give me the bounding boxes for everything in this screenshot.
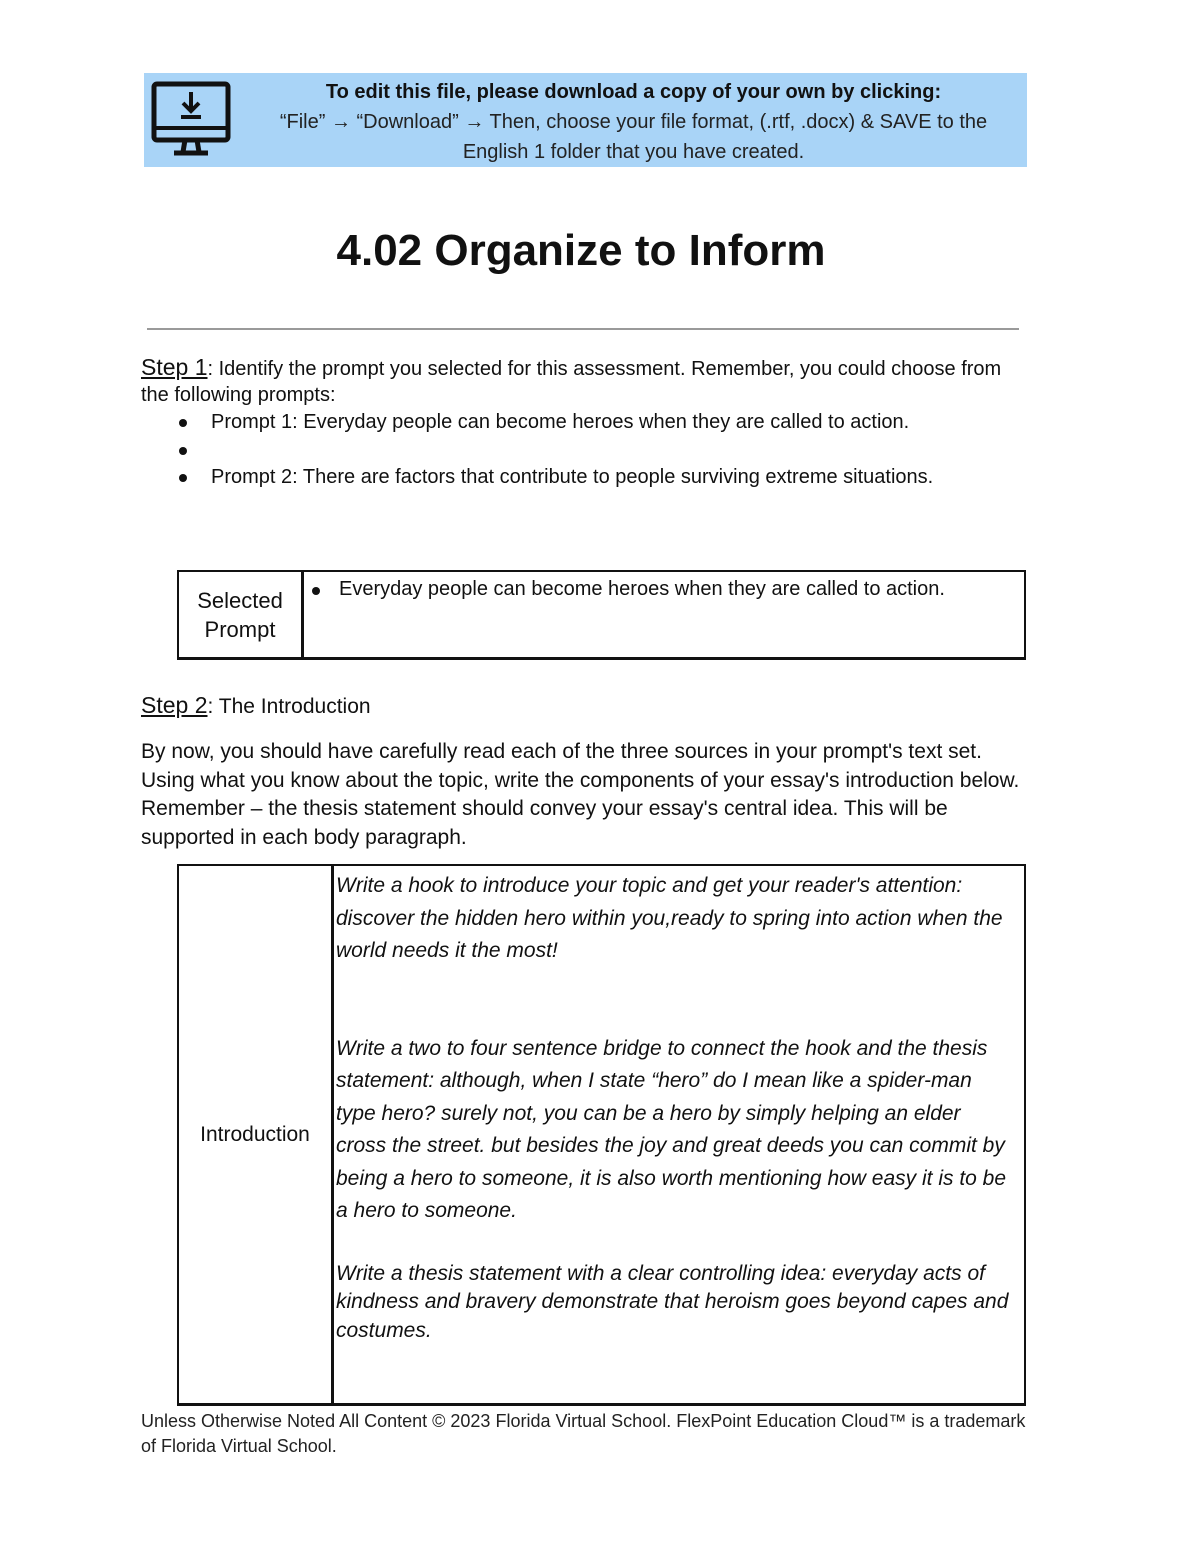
introduction-content[interactable] bbox=[336, 870, 1016, 1345]
thesis-response[interactable]: Write a thesis statement with a clear controlling idea: everyday acts of kindness and bravery demonstrate that heroism goes beyond capes and costumes. bbox=[336, 1261, 1009, 1342]
step-2-heading bbox=[141, 692, 371, 719]
copyright-footer: Unless Otherwise Noted All Content © 2023 Florida Virtual School. FlexPoint Education Cloud™ is a trademark of Florida Virtual School. bbox=[141, 1411, 1026, 1456]
title-divider bbox=[147, 328, 1019, 330]
list-item bbox=[176, 408, 976, 436]
banner-line-1: To edit this file, please download a copy of your own by clicking: bbox=[325, 81, 942, 103]
step-2-instructions: By now, you should have carefully read each of the three sources in your prompt's text set. Using what you know about the topic, write the components of your essay's introduction below. Remember – the thesis statement should convey your essay's central idea. This will be supported in each body paragraph. bbox=[141, 740, 1020, 849]
introduction-table bbox=[177, 864, 1026, 1406]
banner-text bbox=[240, 77, 1027, 167]
step-2-label: Step 2 bbox=[141, 692, 208, 718]
introduction-label: Introduction bbox=[179, 866, 334, 1403]
banner-line-2: “File” → “Download” → Then, choose your file format, (.rtf, .docx) & SAVE to the bbox=[279, 111, 988, 133]
step-1-instructions bbox=[141, 354, 1021, 408]
prompt-1-label: Prompt 1: bbox=[211, 411, 298, 433]
prompt-2-text: There are factors that contribute to people surviving extreme situations. bbox=[297, 466, 934, 488]
step-1-text: : Identify the prompt you selected for this assessment. Remember, you could choose from the following prompts: bbox=[141, 358, 1002, 406]
prompt-2-label: Prompt 2: bbox=[211, 466, 298, 488]
hook-response[interactable]: Write a hook to introduce your topic and get your reader's attention: discover the hidden hero within you,ready to spring into action when the world needs it the most! bbox=[336, 874, 1003, 962]
bridge-response[interactable]: Write a two to four sentence bridge to connect the hook and the thesis statement: although, when I state “hero” do I mean like a spider-man type hero? surely not, you can be a hero by simply helping an elder cross the street. but besides the joy and great deeds you can commit by being a hero to someone, it is also worth mentioning how easy it is to be a hero to someone. bbox=[336, 1036, 1007, 1222]
list-item bbox=[176, 436, 976, 463]
selected-prompt-label: Selected Prompt bbox=[179, 572, 304, 657]
prompt-1-text: Everyday people can become heroes when they are called to action. bbox=[297, 411, 910, 433]
selected-prompt-table bbox=[177, 570, 1026, 660]
download-monitor-icon bbox=[150, 80, 234, 160]
list-item bbox=[176, 463, 976, 491]
selected-prompt-value[interactable]: Everyday people can become heroes when they are called to action. bbox=[339, 575, 1018, 604]
prompt-list bbox=[176, 408, 976, 491]
step-1-label: Step 1 bbox=[141, 354, 208, 380]
banner-line-3: English 1 folder that you have created. bbox=[462, 141, 805, 163]
page-title: 4.02 Organize to Inform bbox=[336, 226, 826, 275]
download-instructions-banner bbox=[144, 73, 1027, 167]
step-2-text: : The Introduction bbox=[207, 695, 371, 718]
